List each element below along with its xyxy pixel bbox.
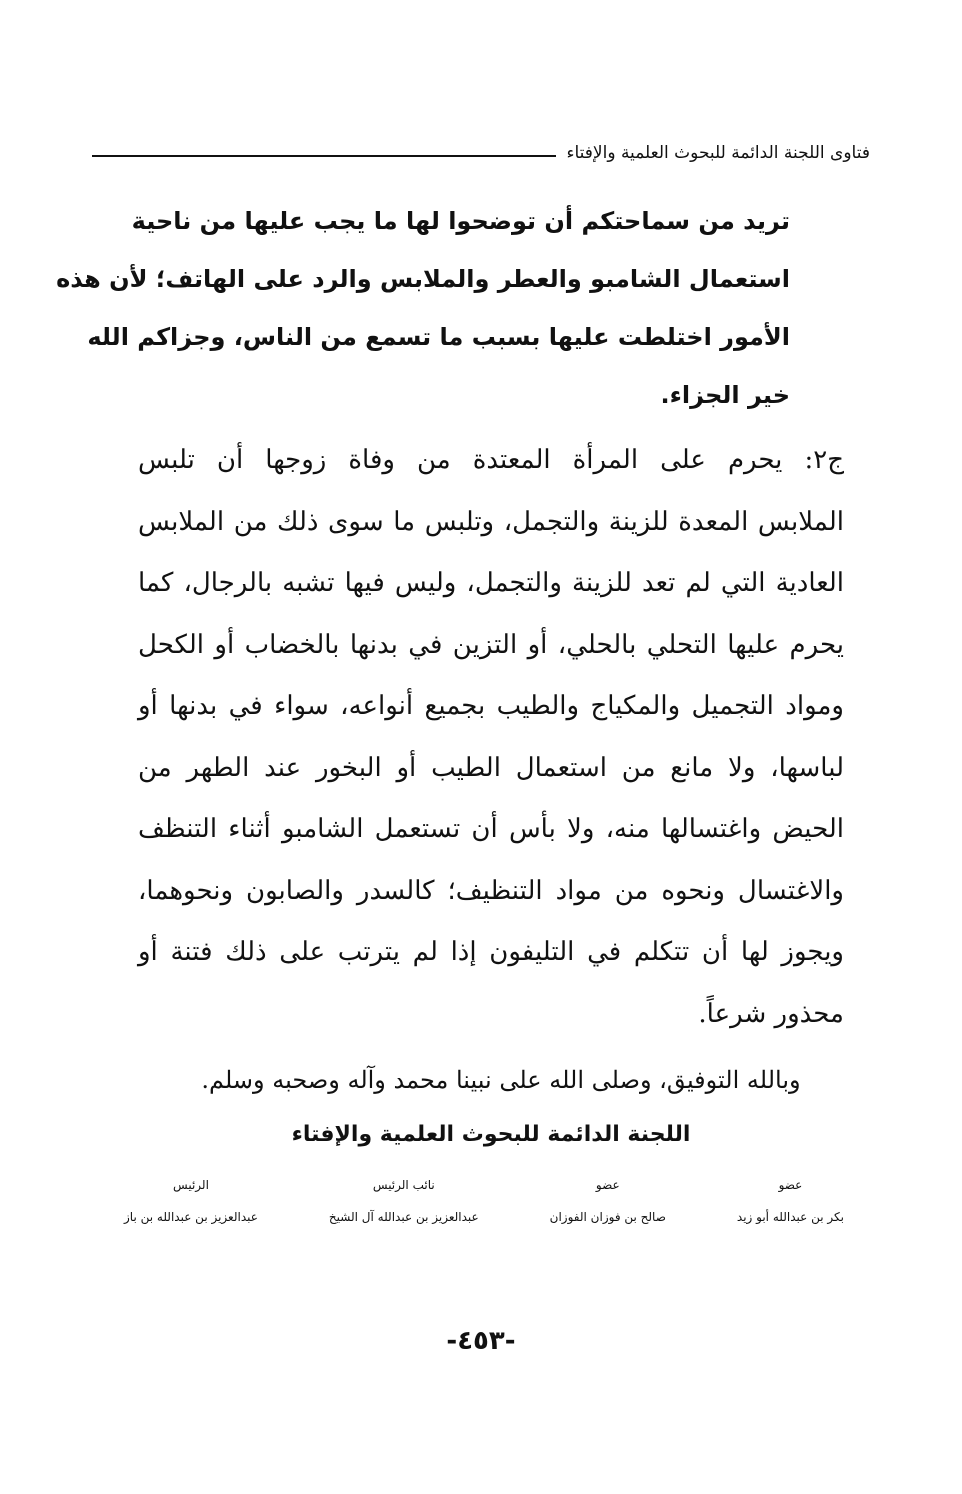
- question-line: الأمور اختلطت عليها بسبب ما تسمع من الناس، وجزاكم الله: [87, 323, 790, 351]
- signatory-name: بكر بن عبدالله أبو زيد: [736, 1210, 844, 1224]
- signatories: [124, 1174, 844, 1224]
- signatory-name: عبدالعزيز بن عبدالله آل الشيخ: [328, 1210, 479, 1224]
- signatory: [737, 1174, 844, 1224]
- answer-line: ج٢: يحرم على المرأة المعتدة من وفاة زوجها أن تلبس: [138, 445, 844, 475]
- answer-line: محذور شرعاً.: [698, 998, 844, 1029]
- header-rule: [92, 155, 556, 157]
- committee-title: [0, 1122, 962, 1147]
- signatory-name: عبدالعزيز بن عبدالله بن باز: [124, 1210, 258, 1224]
- signatory-role: الرئيس: [173, 1178, 209, 1192]
- signatory-role: نائب الرئيس: [372, 1178, 435, 1192]
- signatory: [124, 1174, 258, 1224]
- answer-line: ويجوز لها أن تتكلم في التليفون إذا لم يترتب على ذلك فتنة أو: [138, 937, 844, 967]
- page-number: -٤٥٣-: [446, 1326, 516, 1356]
- answer-text: [138, 430, 844, 1045]
- answer-line: والاغتسال ونحوه من مواد التنظيف؛ كالسدر والصابون ونحوهما،: [138, 875, 844, 906]
- answer-line: لباسها، ولا مانع من استعمال الطيب أو البخور عند الطهر من: [138, 752, 844, 783]
- committee-title-text: اللجنة الدائمة للبحوث العلمية والإفتاء: [291, 1122, 691, 1147]
- answer-line: الملابس المعدة للزينة والتجمل، وتلبس ما سوى ذلك من الملابس: [138, 506, 844, 537]
- answer-line: ومواد التجميل والمكياج والطيب بجميع أنواعه، سواء في بدنها أو: [138, 691, 844, 721]
- signatory: [550, 1174, 666, 1224]
- signatory-role: عضو: [595, 1178, 620, 1192]
- answer-line: الحيض واغتسالها منه، ولا بأس أن تستعمل الشامبو أثناء التنظف: [138, 814, 844, 844]
- question-line: استعمال الشامبو والعطر والملابس والرد على الهاتف؛ لأن هذه: [56, 265, 790, 293]
- answer-line: يحرم عليها التحلي بالحلي، أو التزين في بدنها بالخضاب أو الكحل: [138, 629, 844, 660]
- question-line: تريد من سماحتكم أن توضحوا لها ما يجب عليها من ناحية: [131, 207, 790, 235]
- book-title: فتاوى اللجنة الدائمة للبحوث العلمية والإفتاء: [566, 143, 870, 163]
- running-header: [92, 138, 870, 168]
- signatory-name: صالح بن فوزان الفوزان: [549, 1210, 666, 1224]
- question-text: [56, 192, 790, 424]
- answer-line: العادية التي لم تعد للزينة والتجمل، وليس فيها تشبه بالرجال، كما: [138, 568, 844, 598]
- signatory-role: عضو: [778, 1178, 803, 1192]
- closing-text: وبالله التوفيق، وصلى الله على نبينا محمد وآله وصحبه وسلم.: [201, 1066, 801, 1094]
- signatory: [329, 1174, 479, 1224]
- question-line: خير الجزاء.: [660, 381, 790, 409]
- closing-formula: [0, 1066, 962, 1094]
